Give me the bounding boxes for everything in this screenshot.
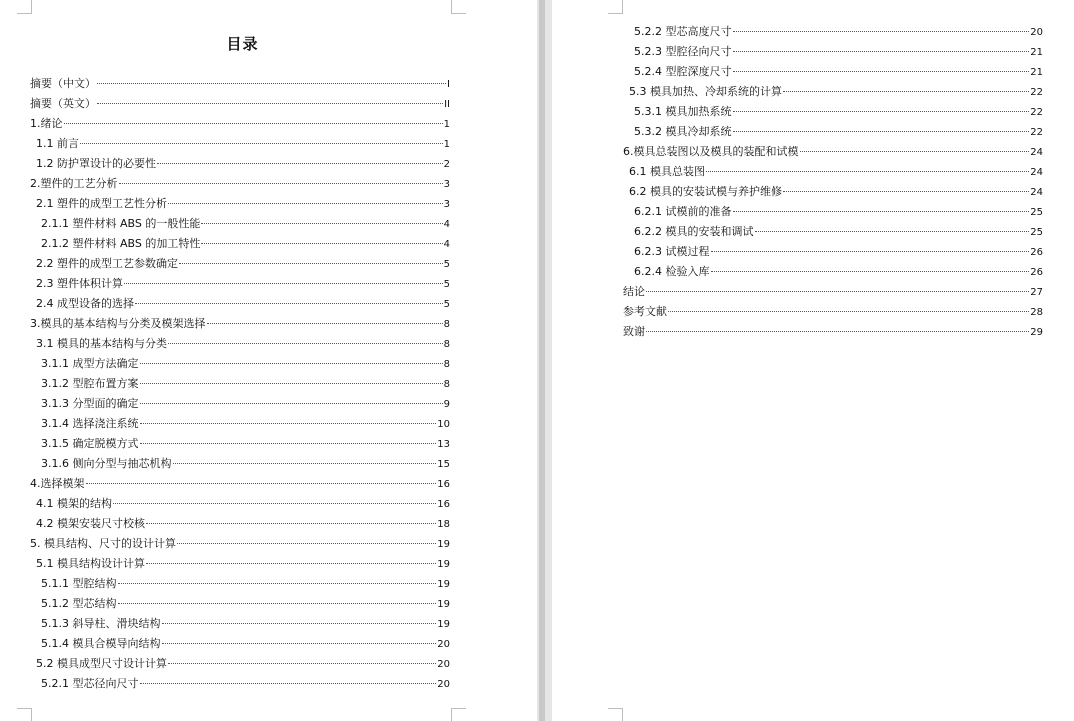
toc-entry-page-number: 3: [443, 199, 450, 210]
toc-entry-page-number: 26: [1030, 267, 1043, 278]
toc-entry-page-number: 1: [443, 139, 450, 150]
toc-leader-dots: [733, 111, 1030, 112]
toc-leader-dots: [755, 231, 1030, 232]
toc-entry[interactable]: [30, 214, 450, 234]
toc-entry-title: 5.3.1 模具加热系统: [634, 105, 732, 118]
toc-entry-title: 5.2.1 型芯径向尺寸: [41, 677, 139, 690]
crop-mark: [17, 708, 32, 721]
toc-leader-dots: [140, 363, 443, 364]
toc-entry-page-number: 22: [1030, 127, 1043, 138]
toc-entry-title: 1.2 防护罩设计的必要性: [36, 157, 156, 170]
crop-mark: [608, 708, 623, 721]
toc-leader-dots: [146, 563, 436, 564]
toc-entry-page-number: 18: [437, 519, 450, 530]
toc-leader-dots: [168, 663, 436, 664]
toc-entry-page-number: 19: [437, 559, 450, 570]
toc-leader-dots: [179, 263, 443, 264]
toc-entry[interactable]: [30, 274, 450, 294]
toc-leader-dots: [124, 283, 443, 284]
toc-leader-dots: [733, 31, 1030, 32]
document-page-right: [552, 0, 1074, 721]
toc-entry[interactable]: [30, 234, 450, 254]
toc-entry[interactable]: [623, 282, 1043, 302]
toc-entry-title: 5.3 模具加热、冷却系统的计算: [629, 85, 782, 98]
toc-leader-dots: [711, 271, 1030, 272]
toc-entry[interactable]: [30, 534, 450, 554]
toc-entry-page-number: 16: [437, 499, 450, 510]
toc-entry[interactable]: [30, 354, 450, 374]
toc-entry-title: 3.1.2 型腔布置方案: [41, 377, 139, 390]
toc-entry-page-number: 19: [437, 539, 450, 550]
toc-entry-title: 2.3 塑件体积计算: [36, 277, 123, 290]
toc-entry-page-number: 10: [437, 419, 450, 430]
toc-entry[interactable]: [623, 302, 1043, 322]
toc-leader-dots: [80, 143, 443, 144]
toc-entry-page-number: 1: [443, 119, 450, 130]
toc-leader-dots: [118, 603, 437, 604]
toc-entry-page-number: 8: [443, 379, 450, 390]
toc-entry-title: 4.选择模架: [30, 477, 85, 490]
crop-mark: [17, 0, 32, 14]
toc-entry-title: 5.2.3 型腔径向尺寸: [634, 45, 732, 58]
toc-entry[interactable]: [30, 254, 450, 274]
toc-entry-page-number: 16: [437, 479, 450, 490]
toc-entry-page-number: 21: [1030, 67, 1043, 78]
toc-leader-dots: [207, 323, 443, 324]
toc-leader-dots: [140, 423, 437, 424]
toc-entry-title: 2.1.2 塑件材料 ABS 的加工特性: [41, 237, 201, 250]
toc-leader-dots: [646, 291, 1029, 292]
toc-entry-title: 6.2.2 模具的安装和调试: [634, 225, 754, 238]
toc-entry-page-number: 5: [443, 259, 450, 270]
toc-entry[interactable]: [623, 222, 1043, 242]
toc-entry-page-number: II: [444, 99, 450, 110]
toc-entry-title: 3.模具的基本结构与分类及模架选择: [30, 317, 206, 330]
toc-entry[interactable]: [30, 634, 450, 654]
toc-leader-dots: [135, 303, 443, 304]
toc-leader-dots: [668, 311, 1029, 312]
toc-entry-page-number: 5: [443, 299, 450, 310]
toc-entry-title: 5.1 模具结构设计计算: [36, 557, 145, 570]
toc-entry[interactable]: [30, 434, 450, 454]
toc-leader-dots: [140, 683, 437, 684]
toc-entry-page-number: 19: [437, 599, 450, 610]
toc-entry-page-number: 20: [437, 679, 450, 690]
toc-leader-dots: [733, 211, 1030, 212]
toc-leader-dots: [706, 171, 1029, 172]
toc-entry[interactable]: [30, 314, 450, 334]
toc-entry-title: 1.绪论: [30, 117, 63, 130]
toc-entry[interactable]: [623, 202, 1043, 222]
toc-entry[interactable]: [30, 474, 450, 494]
toc-entry[interactable]: [30, 574, 450, 594]
toc-entry[interactable]: [623, 22, 1043, 42]
toc-entry[interactable]: [30, 414, 450, 434]
toc-entry-page-number: 22: [1030, 87, 1043, 98]
toc-entry-page-number: 29: [1030, 327, 1043, 338]
toc-entry[interactable]: [623, 102, 1043, 122]
toc-entry-page-number: 25: [1030, 207, 1043, 218]
toc-entry[interactable]: [30, 134, 450, 154]
toc-entry[interactable]: [30, 514, 450, 534]
toc-entry-title: 5.1.2 型芯结构: [41, 597, 117, 610]
toc-entry-page-number: 9: [443, 399, 450, 410]
toc-entry-page-number: 24: [1030, 187, 1043, 198]
toc-leader-dots: [711, 251, 1030, 252]
toc-leader-dots: [140, 403, 443, 404]
toc-entry-title: 5.1.4 模具合模导向结构: [41, 637, 161, 650]
toc-leader-dots: [86, 483, 437, 484]
toc-entry-title: 2.塑件的工艺分析: [30, 177, 118, 190]
toc-entry-title: 6.2.1 试模前的准备: [634, 205, 732, 218]
toc-entry-title: 5.2.4 型腔深度尺寸: [634, 65, 732, 78]
toc-leader-dots: [97, 103, 443, 104]
toc-entry-title: 2.1 塑件的成型工艺性分析: [36, 197, 167, 210]
toc-entry[interactable]: [623, 162, 1043, 182]
crop-mark: [608, 0, 623, 14]
toc-entry-page-number: 26: [1030, 247, 1043, 258]
toc-entry-title: 3.1.5 确定脱模方式: [41, 437, 139, 450]
toc-leader-dots: [201, 223, 442, 224]
page-gutter: [537, 0, 552, 721]
toc-entry[interactable]: [30, 114, 450, 134]
toc-entry[interactable]: [30, 194, 450, 214]
toc-entry-page-number: 15: [437, 459, 450, 470]
toc-entry-title: 1.1 前言: [36, 137, 79, 150]
toc-entry-page-number: 20: [1030, 27, 1043, 38]
toc-entry-title: 致谢: [623, 325, 645, 338]
toc-leader-dots: [97, 83, 446, 84]
crop-mark: [451, 708, 466, 721]
toc-entry-title: 摘要（英文）: [30, 97, 96, 110]
toc-entry-page-number: 28: [1030, 307, 1043, 318]
toc-leader-dots: [646, 331, 1029, 332]
toc-leader-dots: [800, 151, 1030, 152]
toc-entry-page-number: I: [447, 79, 450, 90]
toc-entry[interactable]: [30, 614, 450, 634]
toc-entry-title: 3.1.1 成型方法确定: [41, 357, 139, 370]
toc-entry-title: 2.2 塑件的成型工艺参数确定: [36, 257, 178, 270]
toc-entry[interactable]: [30, 454, 450, 474]
toc-entry-page-number: 22: [1030, 107, 1043, 118]
toc-entry-title: 5.3.2 模具冷却系统: [634, 125, 732, 138]
toc-entry[interactable]: [30, 94, 450, 114]
toc-entry-title: 5.1.1 型腔结构: [41, 577, 117, 590]
toc-entry-title: 5.2 模具成型尺寸设计计算: [36, 657, 167, 670]
toc-list-right: [623, 22, 1043, 342]
toc-leader-dots: [157, 163, 443, 164]
toc-entry[interactable]: [30, 554, 450, 574]
toc-entry-title: 参考文献: [623, 305, 667, 318]
toc-entry[interactable]: [623, 142, 1043, 162]
toc-entry[interactable]: [30, 674, 450, 694]
toc-entry-page-number: 27: [1030, 287, 1043, 298]
toc-title: 目录: [226, 35, 259, 53]
toc-entry-title: 5.2.2 型芯高度尺寸: [634, 25, 732, 38]
toc-entry-page-number: 13: [437, 439, 450, 450]
toc-leader-dots: [733, 131, 1030, 132]
toc-entry-title: 结论: [623, 285, 645, 298]
toc-entry-title: 6.模具总装图以及模具的装配和试模: [623, 145, 799, 158]
toc-leader-dots: [113, 503, 436, 504]
toc-leader-dots: [783, 91, 1029, 92]
toc-entry-page-number: 19: [437, 619, 450, 630]
toc-leader-dots: [168, 203, 443, 204]
toc-leader-dots: [118, 583, 437, 584]
toc-entry-page-number: 8: [443, 359, 450, 370]
toc-entry-page-number: 5: [443, 279, 450, 290]
toc-leader-dots: [177, 543, 436, 544]
toc-entry-page-number: 2: [443, 159, 450, 170]
toc-entry-title: 4.2 模架安装尺寸校核: [36, 517, 145, 530]
toc-leader-dots: [733, 51, 1030, 52]
toc-entry-title: 6.2.4 检验入库: [634, 265, 710, 278]
toc-entry-page-number: 4: [443, 239, 450, 250]
toc-entry-page-number: 8: [443, 319, 450, 330]
toc-entry[interactable]: [30, 74, 450, 94]
toc-entry[interactable]: [623, 182, 1043, 202]
toc-entry[interactable]: [30, 654, 450, 674]
toc-list-left: [30, 74, 450, 694]
toc-entry[interactable]: [30, 394, 450, 414]
toc-entry-page-number: 3: [443, 179, 450, 190]
toc-entry-title: 5.1.3 斜导柱、滑块结构: [41, 617, 161, 630]
toc-entry-title: 6.1 模具总装图: [629, 165, 705, 178]
toc-entry-title: 摘要（中文）: [30, 77, 96, 90]
toc-entry-page-number: 19: [437, 579, 450, 590]
toc-leader-dots: [140, 383, 443, 384]
toc-leader-dots: [162, 623, 437, 624]
toc-entry-title: 3.1.6 侧向分型与抽芯机构: [41, 457, 172, 470]
toc-entry[interactable]: [30, 154, 450, 174]
toc-entry[interactable]: [623, 262, 1043, 282]
toc-entry[interactable]: [623, 322, 1043, 342]
toc-entry[interactable]: [623, 82, 1043, 102]
toc-entry-page-number: 24: [1030, 167, 1043, 178]
toc-entry[interactable]: [30, 374, 450, 394]
toc-entry[interactable]: [623, 62, 1043, 82]
toc-leader-dots: [64, 123, 443, 124]
toc-leader-dots: [140, 443, 437, 444]
crop-mark: [451, 0, 466, 14]
toc-entry-page-number: 8: [443, 339, 450, 350]
toc-entry-title: 6.2.3 试模过程: [634, 245, 710, 258]
toc-entry[interactable]: [30, 494, 450, 514]
toc-entry-title: 2.1.1 塑件材料 ABS 的一般性能: [41, 217, 201, 230]
toc-entry[interactable]: [623, 242, 1043, 262]
toc-entry-title: 2.4 成型设备的选择: [36, 297, 134, 310]
toc-leader-dots: [733, 71, 1030, 72]
toc-entry-page-number: 20: [437, 639, 450, 650]
toc-entry[interactable]: [30, 174, 450, 194]
toc-entry-page-number: 20: [437, 659, 450, 670]
toc-entry[interactable]: [623, 122, 1043, 142]
toc-entry[interactable]: [30, 334, 450, 354]
toc-leader-dots: [119, 183, 443, 184]
toc-entry-title: 6.2 模具的安装试模与养护维修: [629, 185, 782, 198]
toc-leader-dots: [168, 343, 443, 344]
toc-leader-dots: [201, 243, 442, 244]
toc-entry-title: 3.1 模具的基本结构与分类: [36, 337, 167, 350]
toc-leader-dots: [783, 191, 1029, 192]
toc-entry-page-number: 4: [443, 219, 450, 230]
toc-entry[interactable]: [623, 42, 1043, 62]
toc-entry[interactable]: [30, 294, 450, 314]
toc-entry[interactable]: [30, 594, 450, 614]
toc-entry-page-number: 21: [1030, 47, 1043, 58]
toc-entry-title: 4.1 模架的结构: [36, 497, 112, 510]
toc-leader-dots: [146, 523, 436, 524]
toc-entry-page-number: 25: [1030, 227, 1043, 238]
toc-leader-dots: [173, 463, 437, 464]
toc-leader-dots: [162, 643, 437, 644]
toc-entry-title: 5. 模具结构、尺寸的设计计算: [30, 537, 176, 550]
toc-entry-title: 3.1.4 选择浇注系统: [41, 417, 139, 430]
toc-entry-page-number: 24: [1030, 147, 1043, 158]
toc-entry-title: 3.1.3 分型面的确定: [41, 397, 139, 410]
